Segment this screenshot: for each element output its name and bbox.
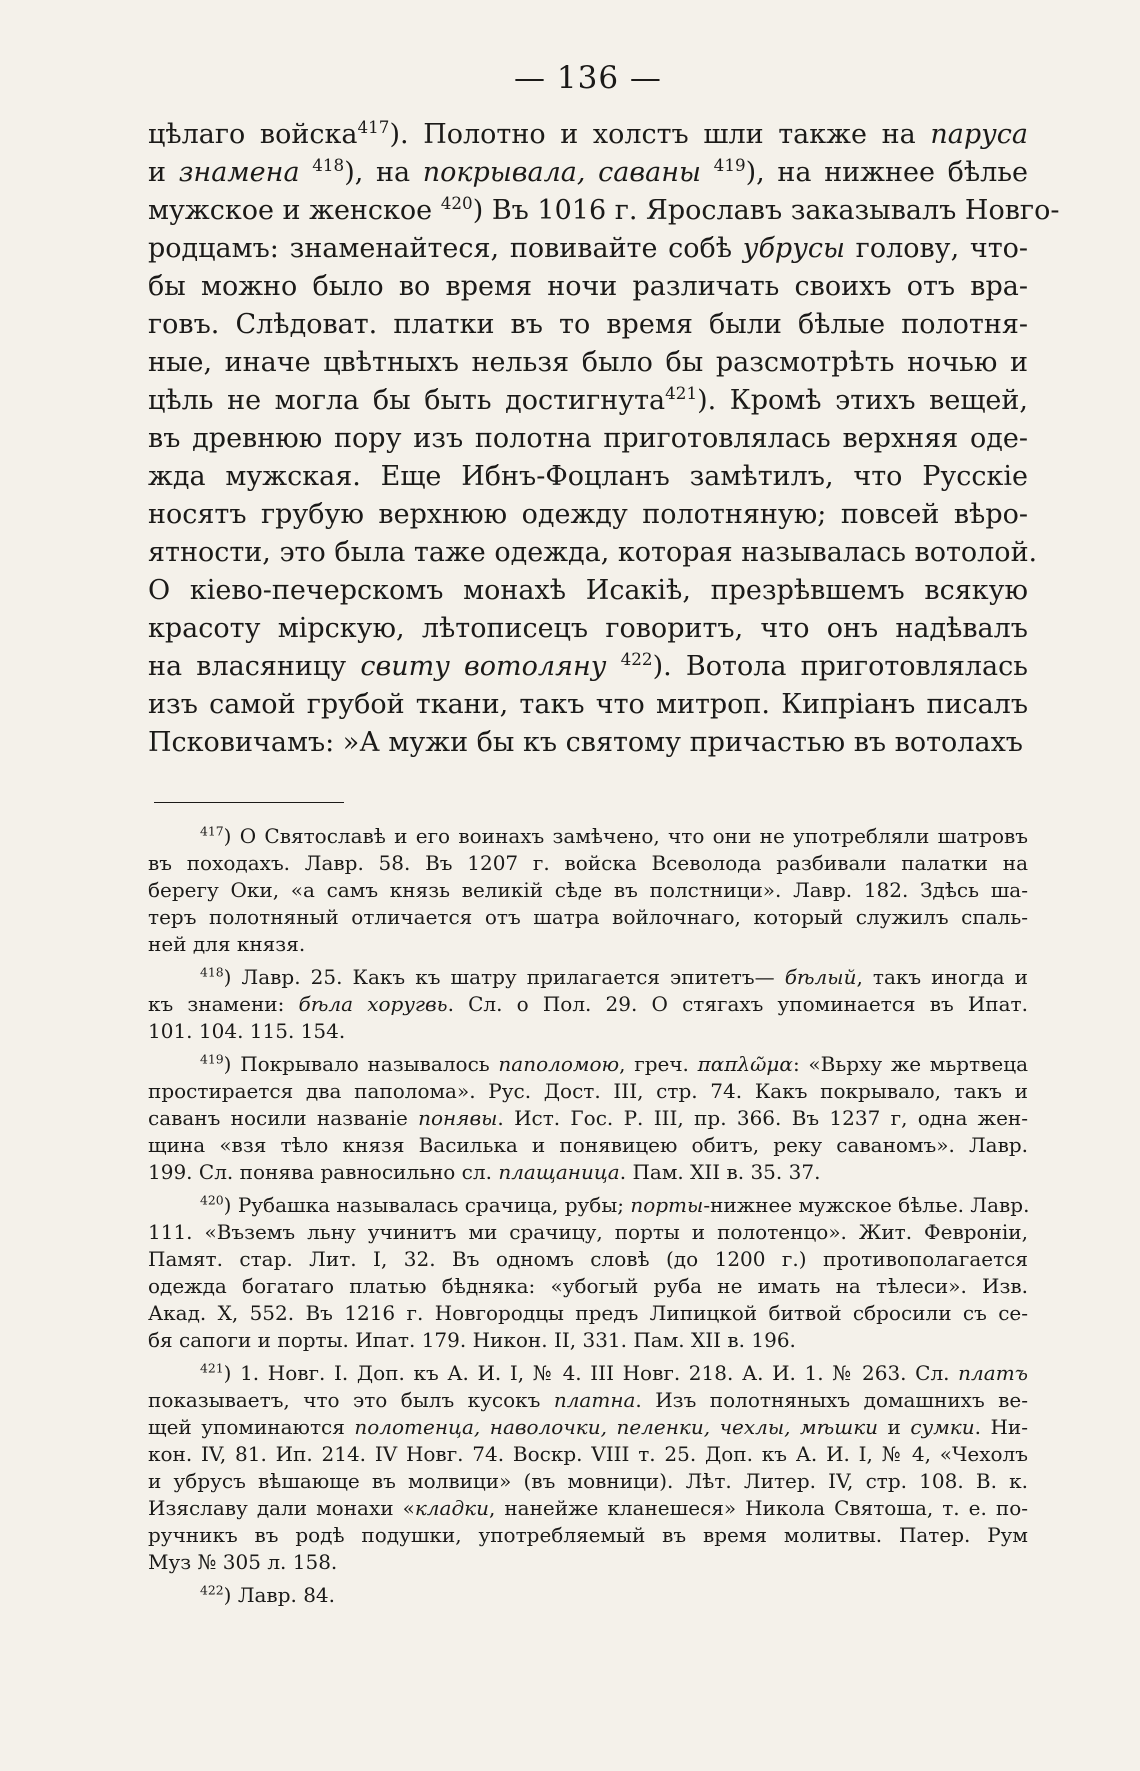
text-run: говъ. Слѣдоват. платки въ то время были бѣлые полотня- (148, 309, 1028, 340)
text-run: ные, иначе цвѣтныхъ нельзя было бы разсмотрѣть ночью и (148, 347, 1028, 378)
italic-text: паполомою (498, 1052, 620, 1076)
text-line (148, 192, 1060, 230)
text-run: Акад. X, 552. Въ 1216 г. Новгородцы предъ Липицкой битвой сбросили съ се- (148, 1301, 1028, 1325)
footnote-number: 422 (200, 1582, 224, 1598)
footnotes (148, 823, 1028, 1609)
text-run: одежда богатаго платью бѣдняка: «убогый руба не имать на тѣлеси». Изв. (148, 1274, 1028, 1298)
italic-text: понявы (418, 1106, 498, 1130)
main-text (148, 116, 1060, 762)
text-run: ). Полотно и холстъ шли также на (389, 119, 931, 150)
text-run: , греч. (619, 1052, 698, 1076)
italic-text: покрывала, саваны (422, 157, 701, 188)
text-line (148, 648, 1028, 686)
text-run: голову, что- (844, 233, 1029, 264)
footnote (148, 823, 1028, 958)
italic-text: убрусы (742, 233, 845, 264)
text-line (148, 724, 1028, 762)
text-run: Псковичамъ: »А мужи бы къ святому причастью въ вотолахъ (148, 727, 1023, 758)
text-run: Муз № 305 л. 158. (148, 1550, 338, 1574)
text-run: красоту мірскую, лѣтописецъ говоритъ, что онъ надѣвалъ (148, 613, 1028, 644)
italic-text: полотенца, наволочки, пеленки, чехлы, мѣшки (354, 1415, 879, 1439)
text-run: : «Вьрху же мьртвеца (792, 1052, 1028, 1076)
italic-text: платна (553, 1388, 636, 1412)
text-run: ) Лавр. 84. (223, 1583, 336, 1607)
page-number: — 136 — (514, 60, 662, 96)
text-run: . Ни- (974, 1415, 1029, 1439)
text-run: въ походахъ. Лавр. 58. Въ 1207 г. войска Всеволода разбивали палатки на (148, 851, 1028, 875)
footnote-line (148, 1387, 1028, 1414)
text-run: . Изъ полотняныхъ домашнихъ ве- (635, 1388, 1028, 1412)
footnote-line (148, 1105, 1028, 1132)
italic-text: бѣлый (784, 965, 857, 989)
footnote-line (148, 1441, 1028, 1468)
text-run: ). Вотола приготовлялась (652, 651, 1028, 682)
footnote-separator (154, 802, 344, 803)
footnote-line (148, 1582, 1028, 1609)
text-line (148, 420, 1028, 458)
footnote-line (148, 1468, 1028, 1495)
footnote-number: 421 (200, 1360, 224, 1376)
text-run: ) 1. Новг. I. Доп. къ А. И. I, № 4. III Новг. 218. А. И. 1. № 263. Сл. (223, 1361, 959, 1385)
book-page (148, 60, 1060, 1615)
text-run: берегу Оки, «а самъ князь великій сѣде въ полстници». Лавр. 182. Здѣсь ша- (148, 878, 1028, 902)
footnote-ref: 417 (357, 117, 390, 137)
text-run: -нижнее мужское бѣлье. Лавр. (703, 1193, 1030, 1217)
text-run: носятъ грубую верхнюю одежду полотняную; повсей вѣро- (148, 499, 1028, 530)
text-run: и убрусъ вѣшающе въ молвици» (въ мовници). Лѣт. Литер. IV, стр. 108. В. к. (148, 1469, 1028, 1493)
text-run: мужское и женское (148, 195, 441, 226)
footnote (148, 1051, 1028, 1186)
footnote-number: 418 (200, 964, 224, 980)
text-line (148, 344, 1028, 382)
text-run: 111. «Въземъ льну учинитъ ми срачицу, порты и полотенцо». Жит. Февроніи, (148, 1220, 1028, 1244)
text-run (606, 651, 620, 682)
footnote-line (148, 1219, 1028, 1246)
footnote (148, 1192, 1028, 1354)
text-run: . Пам. XII в. 35. 37. (619, 1160, 821, 1184)
text-line (148, 572, 1028, 610)
footnote-line (148, 1018, 1028, 1045)
text-run: , нанейже кланешеся» Никола Святоша, т. е. по- (488, 1496, 1029, 1520)
text-run: 199. Сл. понява равносильно сл. (148, 1160, 499, 1184)
footnote-ref: 421 (665, 383, 698, 403)
text-run: въ древнюю пору изъ полотна приготовлялась верхняя оде- (148, 423, 1028, 454)
text-run: ). Кромѣ этихъ вещей, (697, 385, 1028, 416)
text-run: Изяславу дали монахи « (148, 1496, 415, 1520)
footnote-line (148, 1495, 1028, 1522)
footnote-line (148, 1078, 1028, 1105)
text-line (148, 610, 1028, 648)
footnote-line (148, 877, 1028, 904)
italic-text: свиту вотоляну (360, 651, 607, 682)
text-run: щей упоминаются (148, 1415, 355, 1439)
footnote-line (148, 904, 1028, 931)
footnote-ref: 422 (620, 649, 653, 669)
footnote-line (148, 823, 1028, 850)
text-run: къ знамени: (148, 992, 299, 1016)
text-run: бы можно было во время ночи различать своихъ отъ вра- (148, 271, 1028, 302)
italic-text: паруса (930, 119, 1028, 150)
text-run: на власяницу (148, 651, 361, 682)
text-run: цѣль не могла бы быть достигнута (148, 385, 666, 416)
text-run: ручникъ въ родѣ подушки, употребляемый въ время молитвы. Патер. Рум (148, 1523, 1028, 1547)
text-line (148, 268, 1028, 306)
italic-text: кладки (414, 1496, 489, 1520)
footnote-line (148, 1246, 1028, 1273)
text-run: жда мужская. Еще Ибнъ-Фоцланъ замѣтилъ, что Русскіе (148, 461, 1028, 492)
text-run: и (878, 1415, 911, 1439)
text-run: теръ полотняный отличается отъ шатра войлочнаго, который служилъ спаль- (148, 905, 1028, 929)
text-run: и (148, 157, 179, 188)
text-line (148, 154, 1028, 192)
text-run: 101. 104. 115. 154. (148, 1019, 346, 1043)
italic-text: παπλῶμα (697, 1052, 793, 1076)
footnote-ref: 418 (312, 155, 345, 175)
footnote-number: 420 (200, 1192, 224, 1208)
footnote-number: 417 (200, 823, 224, 839)
footnote-line (148, 1327, 1028, 1354)
footnote-line (148, 991, 1028, 1018)
text-run: простирается два паполома». Рус. Дост. III, стр. 74. Какъ покрывало, такъ и (148, 1079, 1028, 1103)
italic-text: бѣла хоругвь (298, 992, 448, 1016)
text-run: ) Въ 1016 г. Ярославъ заказывалъ Новго- (472, 195, 1060, 226)
italic-text: порты (630, 1193, 704, 1217)
italic-text: платъ (958, 1361, 1028, 1385)
italic-text: плащаница (498, 1160, 620, 1184)
text-run: саванъ носили названіе (148, 1106, 419, 1130)
footnote-ref: 420 (440, 193, 473, 213)
footnote-line (148, 1132, 1028, 1159)
text-line (148, 458, 1028, 496)
text-line (148, 686, 1028, 724)
text-run: бя сапоги и порты. Ипат. 179. Никон. II, 331. Пам. XII в. 196. (148, 1328, 796, 1352)
footnote (148, 1360, 1028, 1576)
text-run: , такъ иногда и (856, 965, 1028, 989)
italic-text: знамена (178, 157, 300, 188)
text-run: ятности, это была таже одежда, которая называлась вотолой. (148, 537, 1038, 568)
text-line (148, 230, 1028, 268)
text-run: ) Покрывало называлось (223, 1052, 499, 1076)
text-run: цѣлаго войска (148, 119, 358, 150)
footnote-line (148, 1360, 1028, 1387)
footnote (148, 1582, 1028, 1609)
text-run: О кіево-печерскомъ монахѣ Исакіѣ, презрѣвшемъ всякую (148, 575, 1028, 606)
text-run (300, 157, 313, 188)
text-run: щина «взя тѣло князя Василька и понявицею обитъ, реку саваномъ». Лавр. (148, 1133, 1028, 1157)
footnote-line (148, 1051, 1028, 1078)
footnote (148, 964, 1028, 1045)
footnote-number: 419 (200, 1051, 224, 1067)
text-run: показываетъ, что это былъ кусокъ (148, 1388, 554, 1412)
footnote-line (148, 931, 1028, 958)
text-run: родцамъ: знаменайтеся, повивайте собѣ (148, 233, 743, 264)
text-run: ), на нижнее бѣлье (745, 157, 1029, 188)
italic-text: сумки (910, 1415, 975, 1439)
text-run: изъ самой грубой ткани, такъ что митроп. Кипріанъ писалъ (148, 689, 1028, 720)
footnote-line (148, 850, 1028, 877)
text-line (148, 496, 1028, 534)
footnote-line (148, 1159, 1028, 1186)
text-run: . Сл. о Пол. 29. О стягахъ упоминается въ Ипат. (447, 992, 1028, 1016)
footnote-line (148, 964, 1028, 991)
footnote-line (148, 1273, 1028, 1300)
text-line (148, 382, 1028, 420)
text-run: Памят. стар. Лит. I, 32. Въ одномъ словѣ (до 1200 г.) противополагается (148, 1247, 1028, 1271)
text-line (148, 306, 1028, 344)
text-run: ) Рубашка называлась срачица, рубы; (223, 1193, 631, 1217)
text-line (148, 534, 1038, 572)
footnote-line (148, 1414, 1028, 1441)
text-run: ), на (344, 157, 423, 188)
footnote-line (148, 1300, 1028, 1327)
text-run: кон. IV, 81. Ип. 214. IV Новг. 74. Воскр. VIII т. 25. Доп. къ А. И. I, № 4, «Чехолъ (148, 1442, 1028, 1466)
text-run: ) О Святославѣ и его воинахъ замѣчено, что они не употребляли шатровъ (223, 824, 1028, 848)
text-run: . Ист. Гос. Р. III, пр. 366. Въ 1237 г, одна жен- (497, 1106, 1028, 1130)
text-line (148, 116, 1028, 154)
text-run (701, 157, 714, 188)
text-run: ней для князя. (148, 932, 306, 956)
footnote-line (148, 1522, 1028, 1549)
footnote-line (148, 1549, 1028, 1576)
footnote-ref: 419 (713, 155, 746, 175)
footnote-line (148, 1192, 1028, 1219)
text-run: ) Лавр. 25. Какъ къ шатру прилагается эпитетъ— (223, 965, 785, 989)
